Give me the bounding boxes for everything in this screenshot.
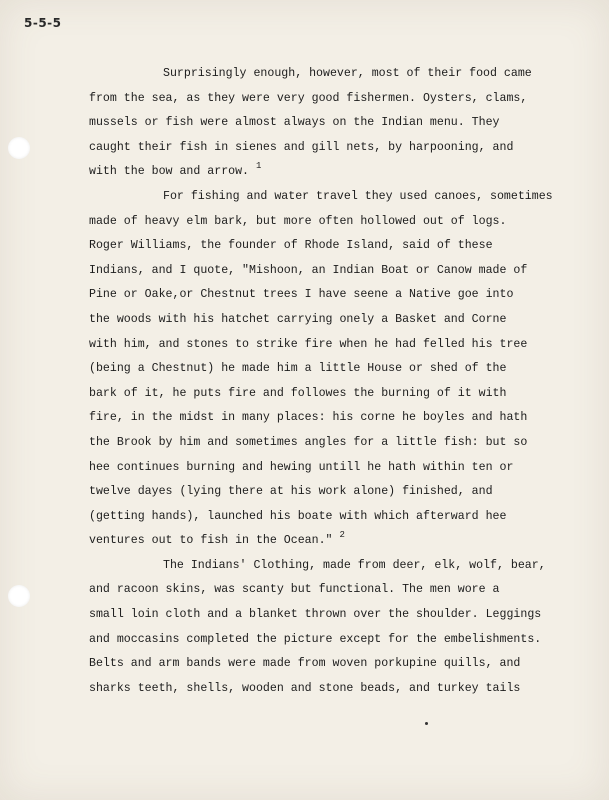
footnote-marker: 1 [256, 161, 262, 172]
text-line: For fishing and water travel they used canoes, sometimes [163, 189, 553, 203]
text-line: the woods with his hatchet carrying onely a Basket and Corne [89, 312, 507, 326]
text-line: Roger Williams, the founder of Rhode Island, said of these [89, 239, 493, 253]
text-line: made of heavy elm bark, but more often hollowed out of logs. [89, 214, 507, 228]
text-line: small loin cloth and a blanket thrown over the shoulder. Leggings [89, 608, 542, 622]
page-identifier: 5-5-5 [24, 16, 62, 30]
text-line: fire, in the midst in many places: his corne he boyles and hath [89, 411, 528, 425]
text-line: with the bow and arrow. [89, 165, 250, 179]
footnote-marker: 2 [339, 530, 345, 541]
text-line: Pine or Oake,or Chestnut trees I have seene a Native goe into [89, 288, 514, 302]
text-line: Indians, and I quote, "Mishoon, an Indian Boat or Canow made of [89, 263, 528, 277]
text-line: from the sea, as they were very good fishermen. Oysters, clams, [89, 91, 528, 105]
text-line: and racoon skins, was scanty but functional. The men wore a [89, 583, 500, 597]
text-line: mussels or fish were almost always on the Indian menu. They [89, 116, 500, 130]
text-line: Belts and arm bands were made from woven porkupine quills, and [89, 657, 521, 671]
text-line-with-footnote [89, 160, 559, 185]
body-text [89, 62, 559, 701]
text-line: (being a Chestnut) he made him a little House or shed of the [89, 362, 507, 376]
text-line: with him, and stones to strike fire when he had felled his tree [89, 337, 528, 351]
text-line: The Indians' Clothing, made from deer, elk, wolf, bear, [163, 558, 546, 572]
text-line: twelve dayes (lying there at his work alone) finished, and [89, 485, 493, 499]
text-line: sharks teeth, shells, wooden and stone beads, and turkey tails [89, 681, 521, 695]
text-line: hee continues burning and hewing untill he hath within ten or [89, 460, 514, 474]
text-line: (getting hands), launched his boate with which afterward hee [89, 509, 507, 523]
punch-hole [8, 585, 30, 607]
text-line: the Brook by him and sometimes angles for a little fish: but so [89, 435, 528, 449]
text-line-with-footnote [89, 529, 559, 554]
text-line: ventures out to fish in the Ocean." [89, 534, 333, 548]
ink-mark [425, 722, 428, 725]
punch-hole [8, 137, 30, 159]
text-line: bark of it, he puts fire and followes the burning of it with [89, 386, 507, 400]
text-line: Surprisingly enough, however, most of their food came [163, 67, 532, 80]
text-line: and moccasins completed the picture except for the embelishments. [89, 632, 542, 646]
text-line: caught their fish in sienes and gill nets, by harpooning, and [89, 140, 514, 154]
